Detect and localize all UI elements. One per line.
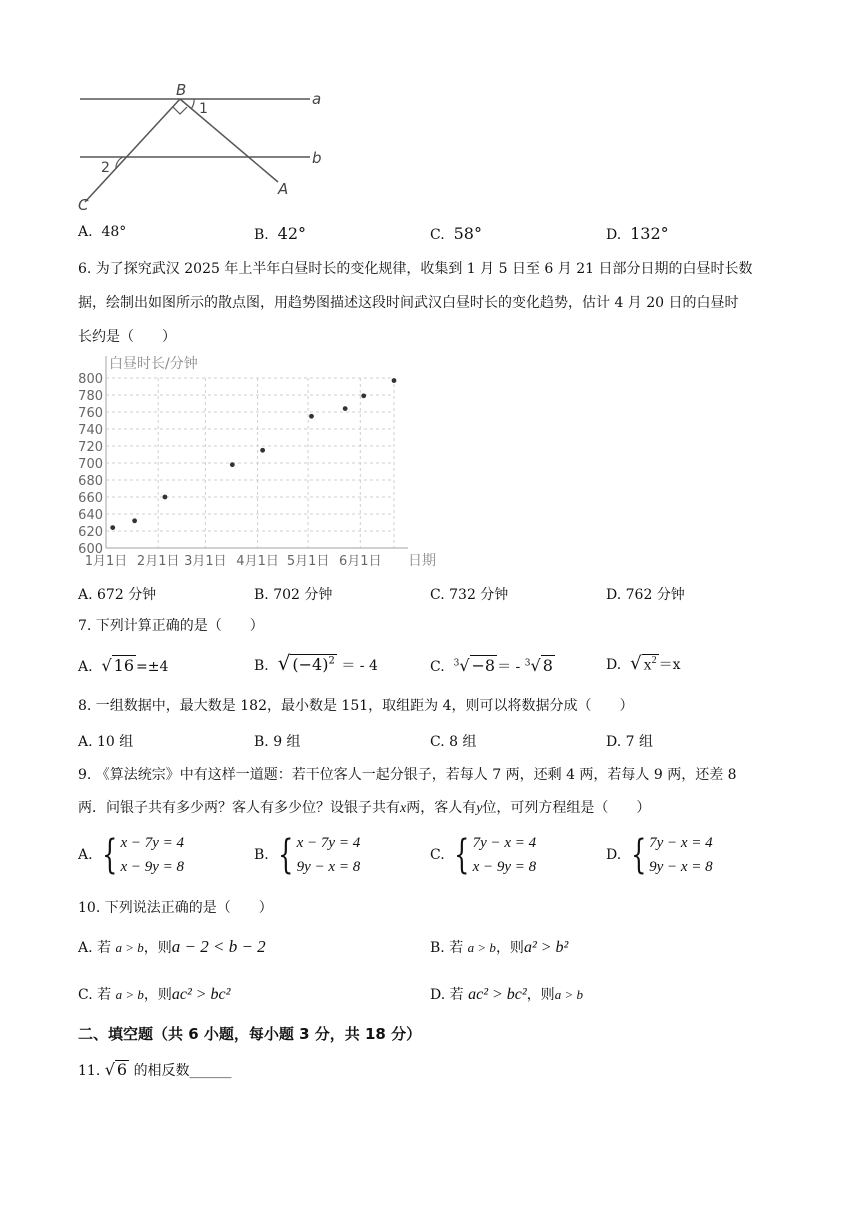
q9-stem-line2: 两．问银子共有多少两？客人有多少位？设银子共有x两，客人有y位，可列方程组是（ ） [78,800,651,816]
line-bc [85,99,180,202]
q10-option-c[interactable]: C. 若 a > b，则ac² > bc² [78,986,231,1003]
x-tick-label: 3月1日 [184,554,227,569]
q7-option-c[interactable]: C. $^3$√ −8 ＝ - $^3$√ 8 [430,656,553,675]
section-title: 二、填空题（共 6 小题，每小题 3 分，共 18 分） [78,1025,422,1043]
y-tick-label: 600 [78,542,103,557]
q5-option-a[interactable]: A. 48° [78,224,127,240]
q5-option-d[interactable]: D. 132° [606,224,669,243]
y-tick-label: 660 [78,491,103,506]
scatter-point [392,378,397,383]
label-angle-2: 2 [101,160,110,176]
x-tick-label: 6月1日 [339,554,382,569]
y-tick-label: 740 [78,423,103,438]
y-tick-label: 640 [78,508,103,523]
q10-stem: 10. 下列说法正确的是（ ） [78,900,273,916]
label-a: a [312,90,322,108]
right-angle-mark [173,107,187,114]
y-tick-label: 800 [78,372,103,387]
q6-option-b[interactable]: B. 702 分钟 [254,587,333,603]
y-axis-label: 白昼时长/分钟 [109,356,198,372]
q6-stem-line2: 据，绘制出如图所示的散点图，用趋势图描述这段时间武汉白昼时长的变化趋势，估计 4 月 20 日的白昼时 [78,295,739,311]
q8-option-c[interactable]: C. 8 组 [430,734,477,750]
q5-option-c[interactable]: C. 58° [430,224,482,243]
label-angle-1: 1 [199,101,208,117]
chart-grid [106,378,394,548]
q10-option-b[interactable]: B. 若 a > b，则a² > b² [430,939,569,956]
label-b: b [312,149,322,167]
scatter-point [132,518,137,523]
y-tick-label: 620 [78,525,103,540]
x-tick-label: 2月1日 [136,554,180,569]
scatter-point [343,406,348,411]
y-tick-label: 700 [78,457,103,472]
label-A: A [278,180,289,198]
q9-stem-line1: 9. 《算法统宗》中有这样一道题：若干位客人一起分银子，若每人 7 两，还剩 4 两，若每人 9 两，还差 8 [78,767,737,783]
q9-option-b[interactable]: B. { x − 7y = 4 9y − x = 8 [254,832,361,878]
q8-option-a[interactable]: A. 10 组 [78,734,134,750]
y-tick-labels [78,372,103,557]
daylight-scatter-chart [70,350,450,572]
y-tick-label: 680 [78,474,103,489]
scatter-point [110,525,115,530]
parallel-lines-figure [70,78,340,218]
x-tick-label: 4月1日 [236,554,279,569]
scatter-points [110,378,396,530]
q10-option-a[interactable]: A. 若 a > b，则a − 2 < b − 2 [78,937,266,956]
x-tick-label: 1月1日 [84,554,128,569]
y-tick-label: 760 [78,406,103,421]
x-tick-label: 5月1日 [286,554,330,569]
q6-option-a[interactable]: A. 672 分钟 [78,587,157,603]
q5-option-b[interactable]: B. 42° [254,224,307,243]
q10-option-d[interactable]: D. 若 ac² > bc²，则a > b [430,986,583,1003]
x-tick-labels [85,554,382,569]
q9-option-d[interactable]: D. { 7y − x = 4 9y − x = 8 [606,832,713,878]
q7-option-d[interactable]: D. √ $x^2 =x$ [606,653,681,674]
line-ba [180,99,278,182]
q6-option-c[interactable]: C. 732 分钟 [430,587,509,603]
q6-stem-line3: 长约是（ ） [78,329,176,345]
q6-option-d[interactable]: D. 762 分钟 [606,587,685,603]
q7-stem: 7. 下列计算正确的是（ ） [78,618,264,634]
q7-option-b[interactable]: B. √ $(-4)^2$ ＝ - 4 [254,651,378,675]
angle-1-arc [191,99,194,109]
chart-axes [106,356,408,548]
scatter-point [361,393,366,398]
scatter-point [230,462,235,467]
scatter-point [309,414,314,419]
q8-option-d[interactable]: D. 7 组 [606,734,653,750]
q9-option-a[interactable]: A. { x − 7y = 4 x − 9y = 8 [78,832,185,878]
label-C: C [78,196,89,214]
scatter-point [163,495,168,500]
y-tick-label: 780 [78,389,103,404]
q8-stem: 8. 一组数据中，最大数是 182，最小数是 151，取组距为 4，则可以将数据分成（ ） [78,698,634,714]
q6-stem-line1: 6. 为了探究武汉 2025 年上半年白昼时长的变化规律，收集到 1 月 5 日至 6 月 21 日部分日期的白昼时长数 [78,261,753,277]
q8-option-b[interactable]: B. 9 组 [254,734,301,750]
q11-stem: 11. √ 6 的相反数______ [78,1060,232,1079]
scatter-point [260,448,265,453]
label-B: B [176,81,187,99]
q7-option-a[interactable]: A. √ 16 =±4 [78,656,169,675]
q9-option-c[interactable]: C. { 7y − x = 4 x − 9y = 8 [430,832,537,878]
x-axis-label: 日期 [408,553,436,569]
y-tick-label: 720 [78,440,103,455]
